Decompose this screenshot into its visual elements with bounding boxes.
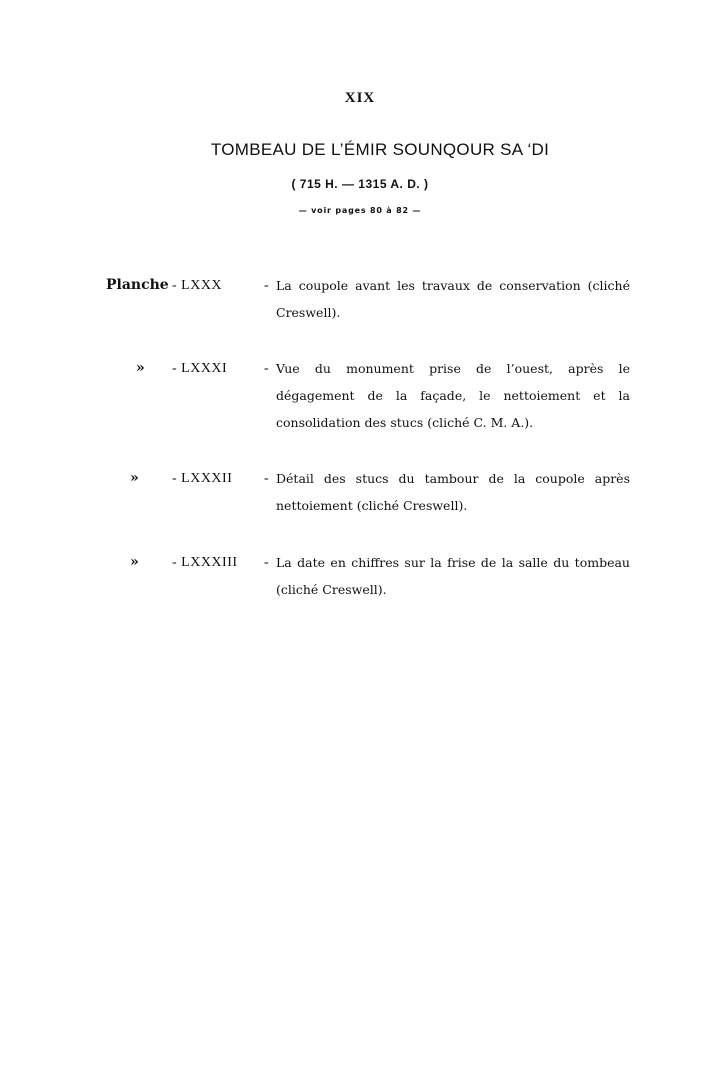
plate-number: - LXXXIII bbox=[172, 555, 238, 570]
plate-label: Planche bbox=[106, 277, 169, 293]
plate-dash: - bbox=[264, 471, 269, 486]
plate-description: Détail des stucs du tambour de la coupole après nettoiement (cliché Creswell). bbox=[276, 471, 630, 513]
plate-dash: - bbox=[264, 555, 269, 570]
section-number: XIX bbox=[344, 90, 376, 106]
date-line: ( 715 H. — 1315 A. D. ) bbox=[291, 177, 429, 191]
pages-reference: — voir pages 80 à 82 — bbox=[298, 206, 422, 215]
plate-description: La coupole avant les travaux de conservation (cliché Creswell). bbox=[276, 278, 630, 320]
plate-description: La date en chiffres sur la frise de la salle du tombeau (cliché Creswell). bbox=[276, 555, 630, 597]
plate-dash: - bbox=[264, 361, 269, 376]
page-title: TOMBEAU DE L’ÉMIR SOUNQOUR SA ‘DI bbox=[210, 140, 550, 159]
plate-description: Vue du monument prise de l’ouest, après le dégagement de la façade, le nettoiement et la consolidation des stucs (cliché C. M. A.). bbox=[276, 361, 630, 430]
ditto-mark: » bbox=[136, 360, 145, 376]
plate-number: - LXXXII bbox=[172, 471, 233, 486]
ditto-mark: » bbox=[130, 470, 139, 486]
ditto-mark: » bbox=[130, 554, 139, 570]
plate-number: - LXXX bbox=[172, 278, 223, 293]
plate-number: - LXXXI bbox=[172, 361, 228, 376]
plate-dash: - bbox=[264, 278, 269, 293]
